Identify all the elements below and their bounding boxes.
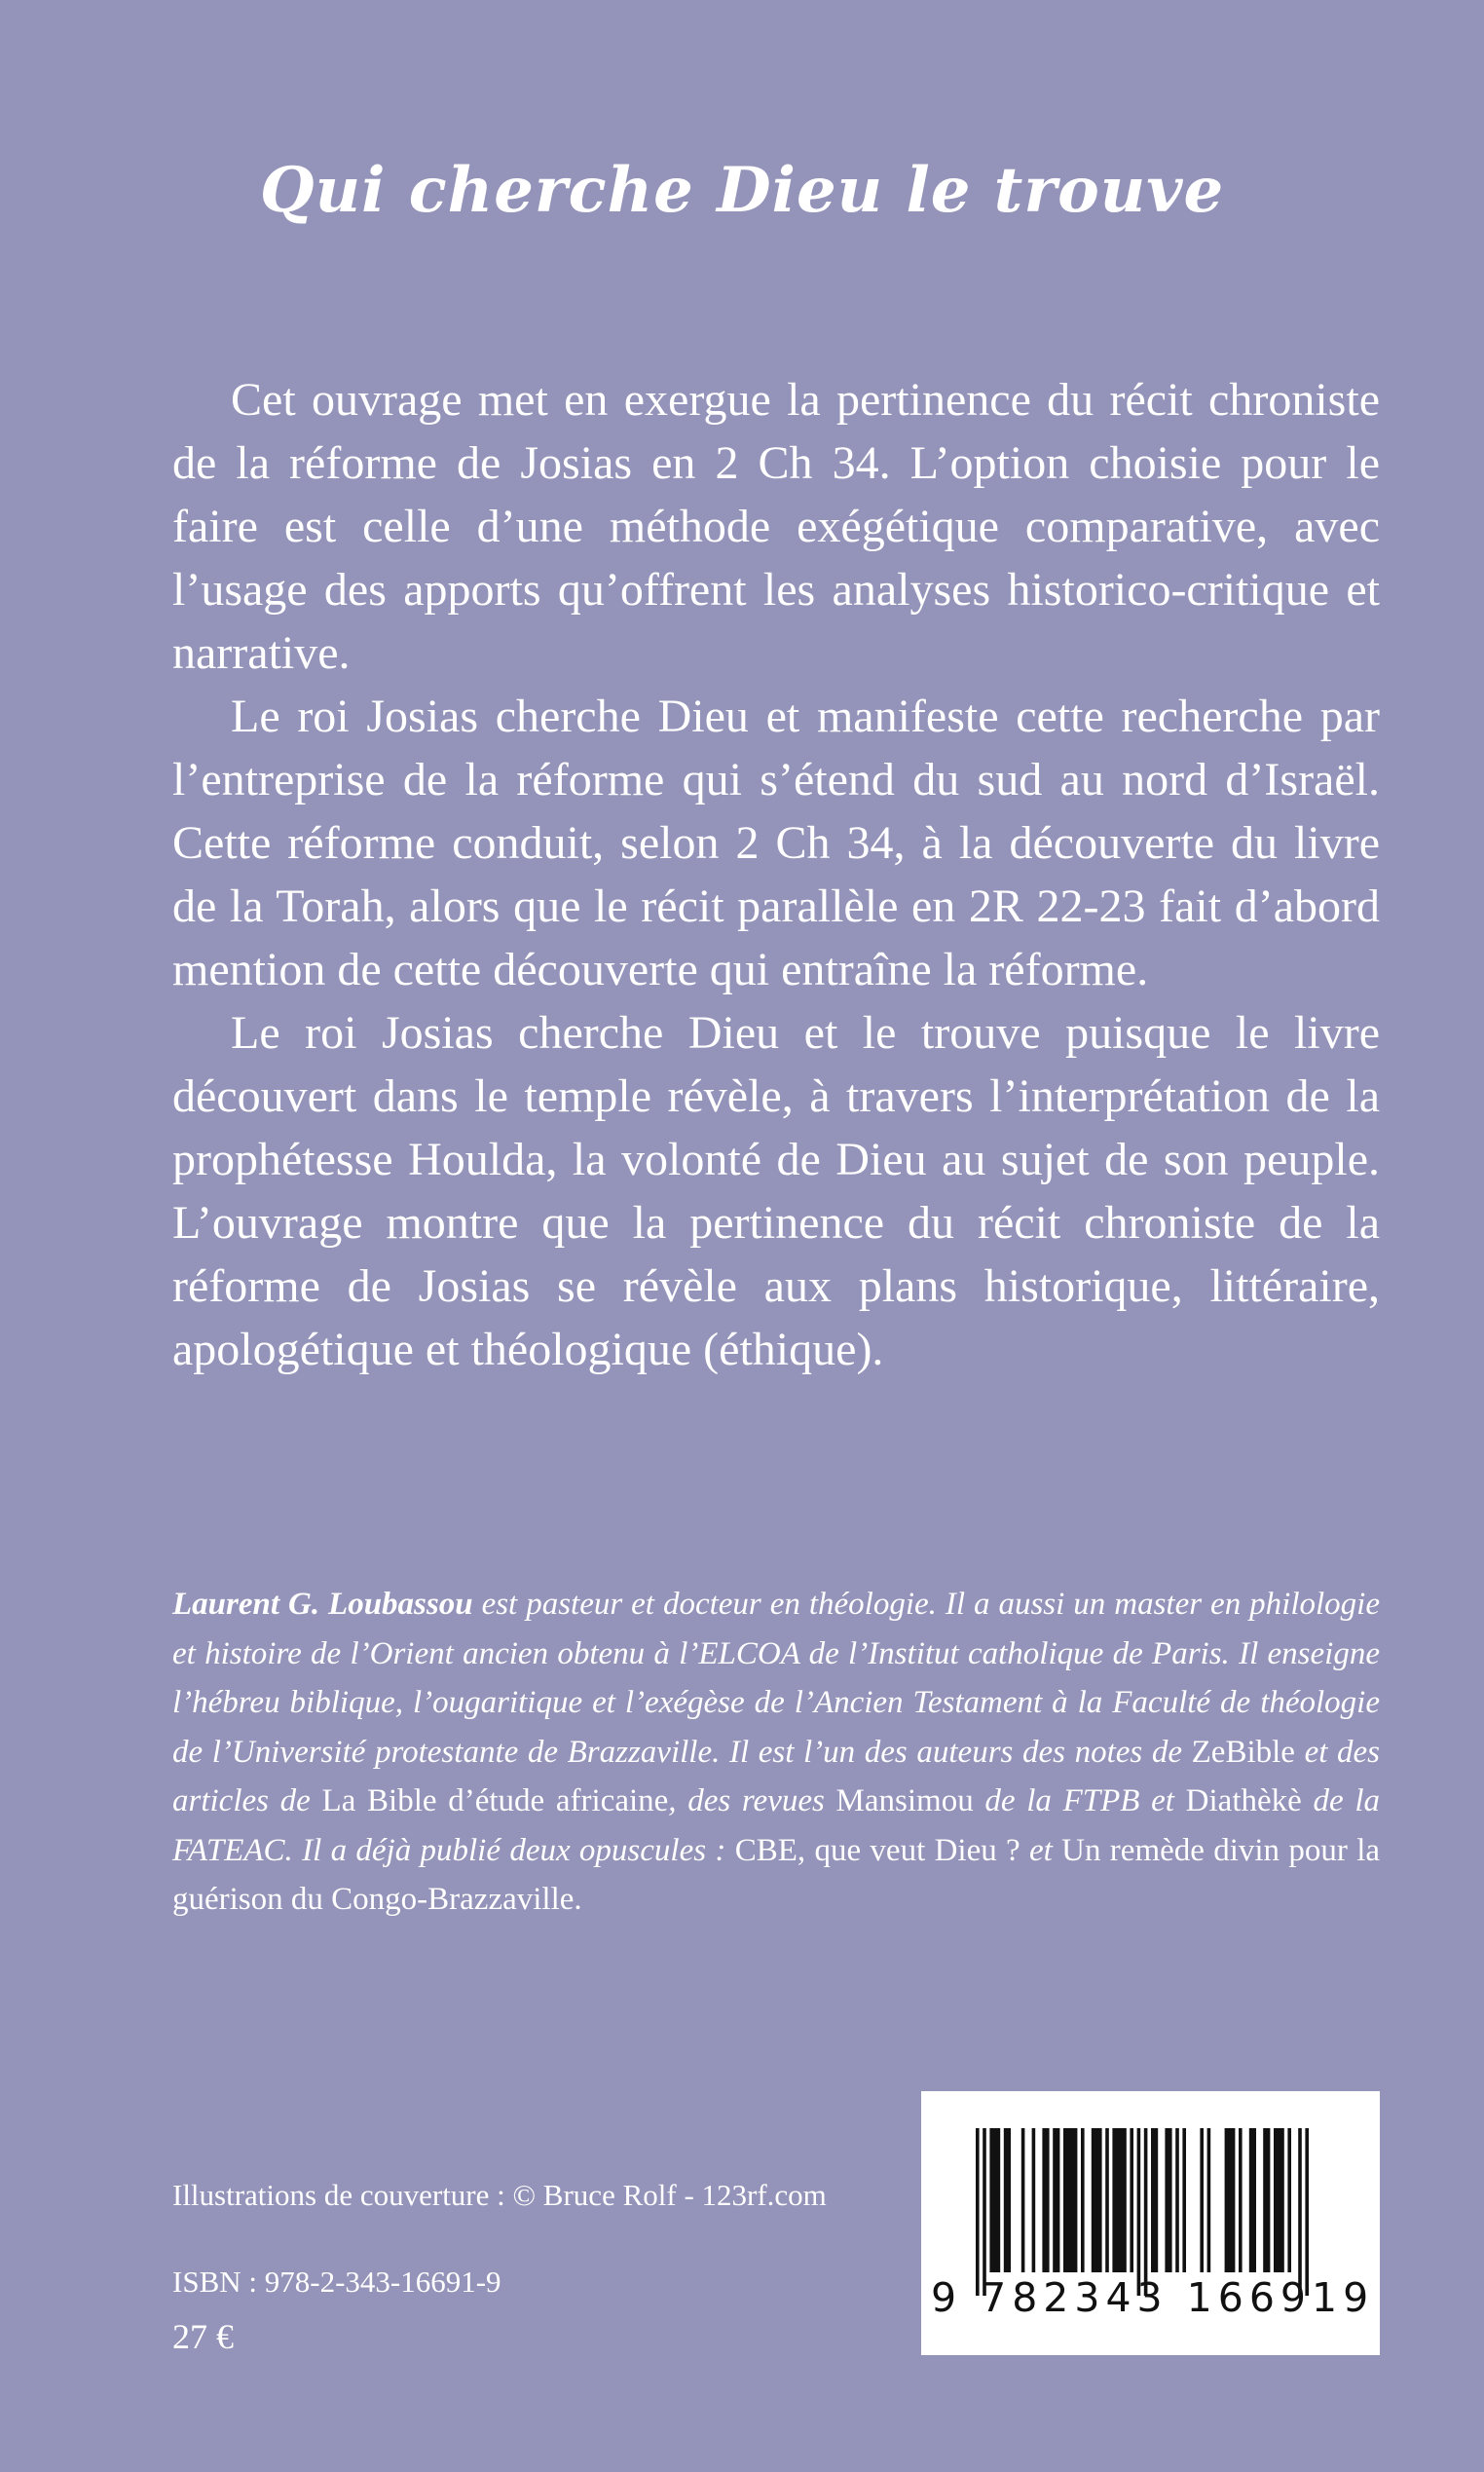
barcode-bar bbox=[1092, 2128, 1102, 2272]
barcode-bar bbox=[1287, 2128, 1291, 2272]
barcode-bar bbox=[1081, 2128, 1085, 2272]
barcode-bar bbox=[1298, 2128, 1302, 2296]
barcode-bar bbox=[1207, 2128, 1211, 2272]
barcode-bar bbox=[1042, 2128, 1049, 2272]
book-title: Qui cherche Dieu le trouve bbox=[259, 154, 1225, 227]
barcode-bar bbox=[1175, 2128, 1179, 2272]
barcode-bar bbox=[1305, 2128, 1309, 2296]
author-name: Laurent G. Loubassou bbox=[172, 1587, 473, 1622]
barcode bbox=[921, 2091, 1380, 2355]
bio-text-5: de la FATEAC. Il a déjà publié deux opuscules : bbox=[172, 1783, 1380, 1868]
barcode-bar bbox=[1063, 2128, 1077, 2272]
price: 27 € bbox=[172, 2317, 234, 2356]
barcode-bar bbox=[989, 2128, 1000, 2272]
barcode-bar bbox=[1165, 2128, 1171, 2272]
barcode-bar bbox=[1137, 2128, 1141, 2296]
bio-cbe: CBE, que veut Dieu ? bbox=[734, 1832, 1020, 1868]
barcode-bar bbox=[983, 2128, 986, 2296]
barcode-bar bbox=[1200, 2128, 1204, 2272]
barcode-bar bbox=[1112, 2128, 1126, 2272]
bio-diatheke: Diathèkè bbox=[1185, 1783, 1302, 1818]
bio-text-6: et bbox=[1020, 1832, 1062, 1868]
barcode-bar bbox=[1274, 2128, 1284, 2272]
bio-mansimou: Mansimou bbox=[835, 1783, 974, 1818]
bio-text-3: , des revues bbox=[668, 1783, 836, 1818]
barcode-bar bbox=[1263, 2128, 1270, 2272]
description-paragraph-3: Le roi Josias cherche Dieu et le trouve puisque le livre découvert dans le temple révèle, à travers l’interprétation de la prophétesse Houlda, la volonté de Dieu au sujet de son peuple. L’ouvrage montre que la pertinence du récit chroniste de la réforme de Josias se révèle aux plans historique, littéraire, apologétique et théologique (éthique). bbox=[172, 1007, 1380, 1375]
description-paragraph-2: Le roi Josias cherche Dieu et manifeste cette recherche par l’entreprise de la réforme qui s’étend du sud au nord d’Israël. Cette réforme conduit, selon 2 Ch 34, à la découverte du livre de la Torah, alors que le récit parallèle en 2R 22-23 fait d’abord mention de cette découverte qui entraîne la réforme. bbox=[172, 691, 1380, 995]
bio-text-4: de la FTPB et bbox=[973, 1783, 1186, 1818]
barcode-bar bbox=[1225, 2128, 1236, 2272]
barcode-bar bbox=[1239, 2128, 1243, 2272]
barcode-bar bbox=[1249, 2128, 1256, 2272]
back-cover-description bbox=[172, 368, 1380, 1381]
barcode-bar bbox=[1053, 2128, 1059, 2272]
bio-text-1: est pasteur et docteur en théologie. Il a aussi un master en philologie et histoire de l’Orient ancien obtenu à l’ELCOA de l’Institut catholique de Paris. Il enseigne l’hébreu biblique, l’ougaritique et l’exégèse de l’Ancien Testament à la Faculté de théologie de l’Université protestante de Brazzaville. Il est l’un des auteurs des notes de bbox=[172, 1587, 1380, 1770]
cover-credits: Illustrations de couverture : © Bruce Rolf - 123rf.com bbox=[172, 2178, 827, 2212]
barcode-bar bbox=[1004, 2128, 1011, 2272]
barcode-bar bbox=[1151, 2128, 1158, 2272]
barcode-bar bbox=[976, 2128, 980, 2296]
barcode-bar bbox=[1144, 2128, 1148, 2296]
barcode-bar bbox=[1105, 2128, 1109, 2272]
bio-text-2: et des articles de bbox=[172, 1734, 1380, 1818]
description-paragraph-1: Cet ouvrage met en exergue la pertinence du récit chroniste de la réforme de Josias en 2 Ch 34. L’option choisie pour le faire est celle d’une méthode exégétique comparative, avec l’usage des apports qu’offrent les analyses historico-critique et narrative. bbox=[172, 374, 1380, 679]
barcode-bar bbox=[1130, 2128, 1133, 2272]
author-bio bbox=[172, 1580, 1380, 1925]
isbn: ISBN : 978-2-343-16691-9 bbox=[172, 2265, 501, 2299]
bio-remede: Un remède divin pour la guérison du Congo-Brazzaville. bbox=[172, 1832, 1381, 1917]
barcode-digits: 9 782343 166919 bbox=[931, 2274, 1375, 2321]
barcode-bar bbox=[1021, 2128, 1025, 2272]
bio-zebible: ZeBible bbox=[1191, 1734, 1295, 1770]
bio-bible-etude: La Bible d’étude africaine bbox=[321, 1783, 669, 1818]
barcode-bar bbox=[1032, 2128, 1036, 2272]
barcode-bar bbox=[1182, 2128, 1186, 2272]
